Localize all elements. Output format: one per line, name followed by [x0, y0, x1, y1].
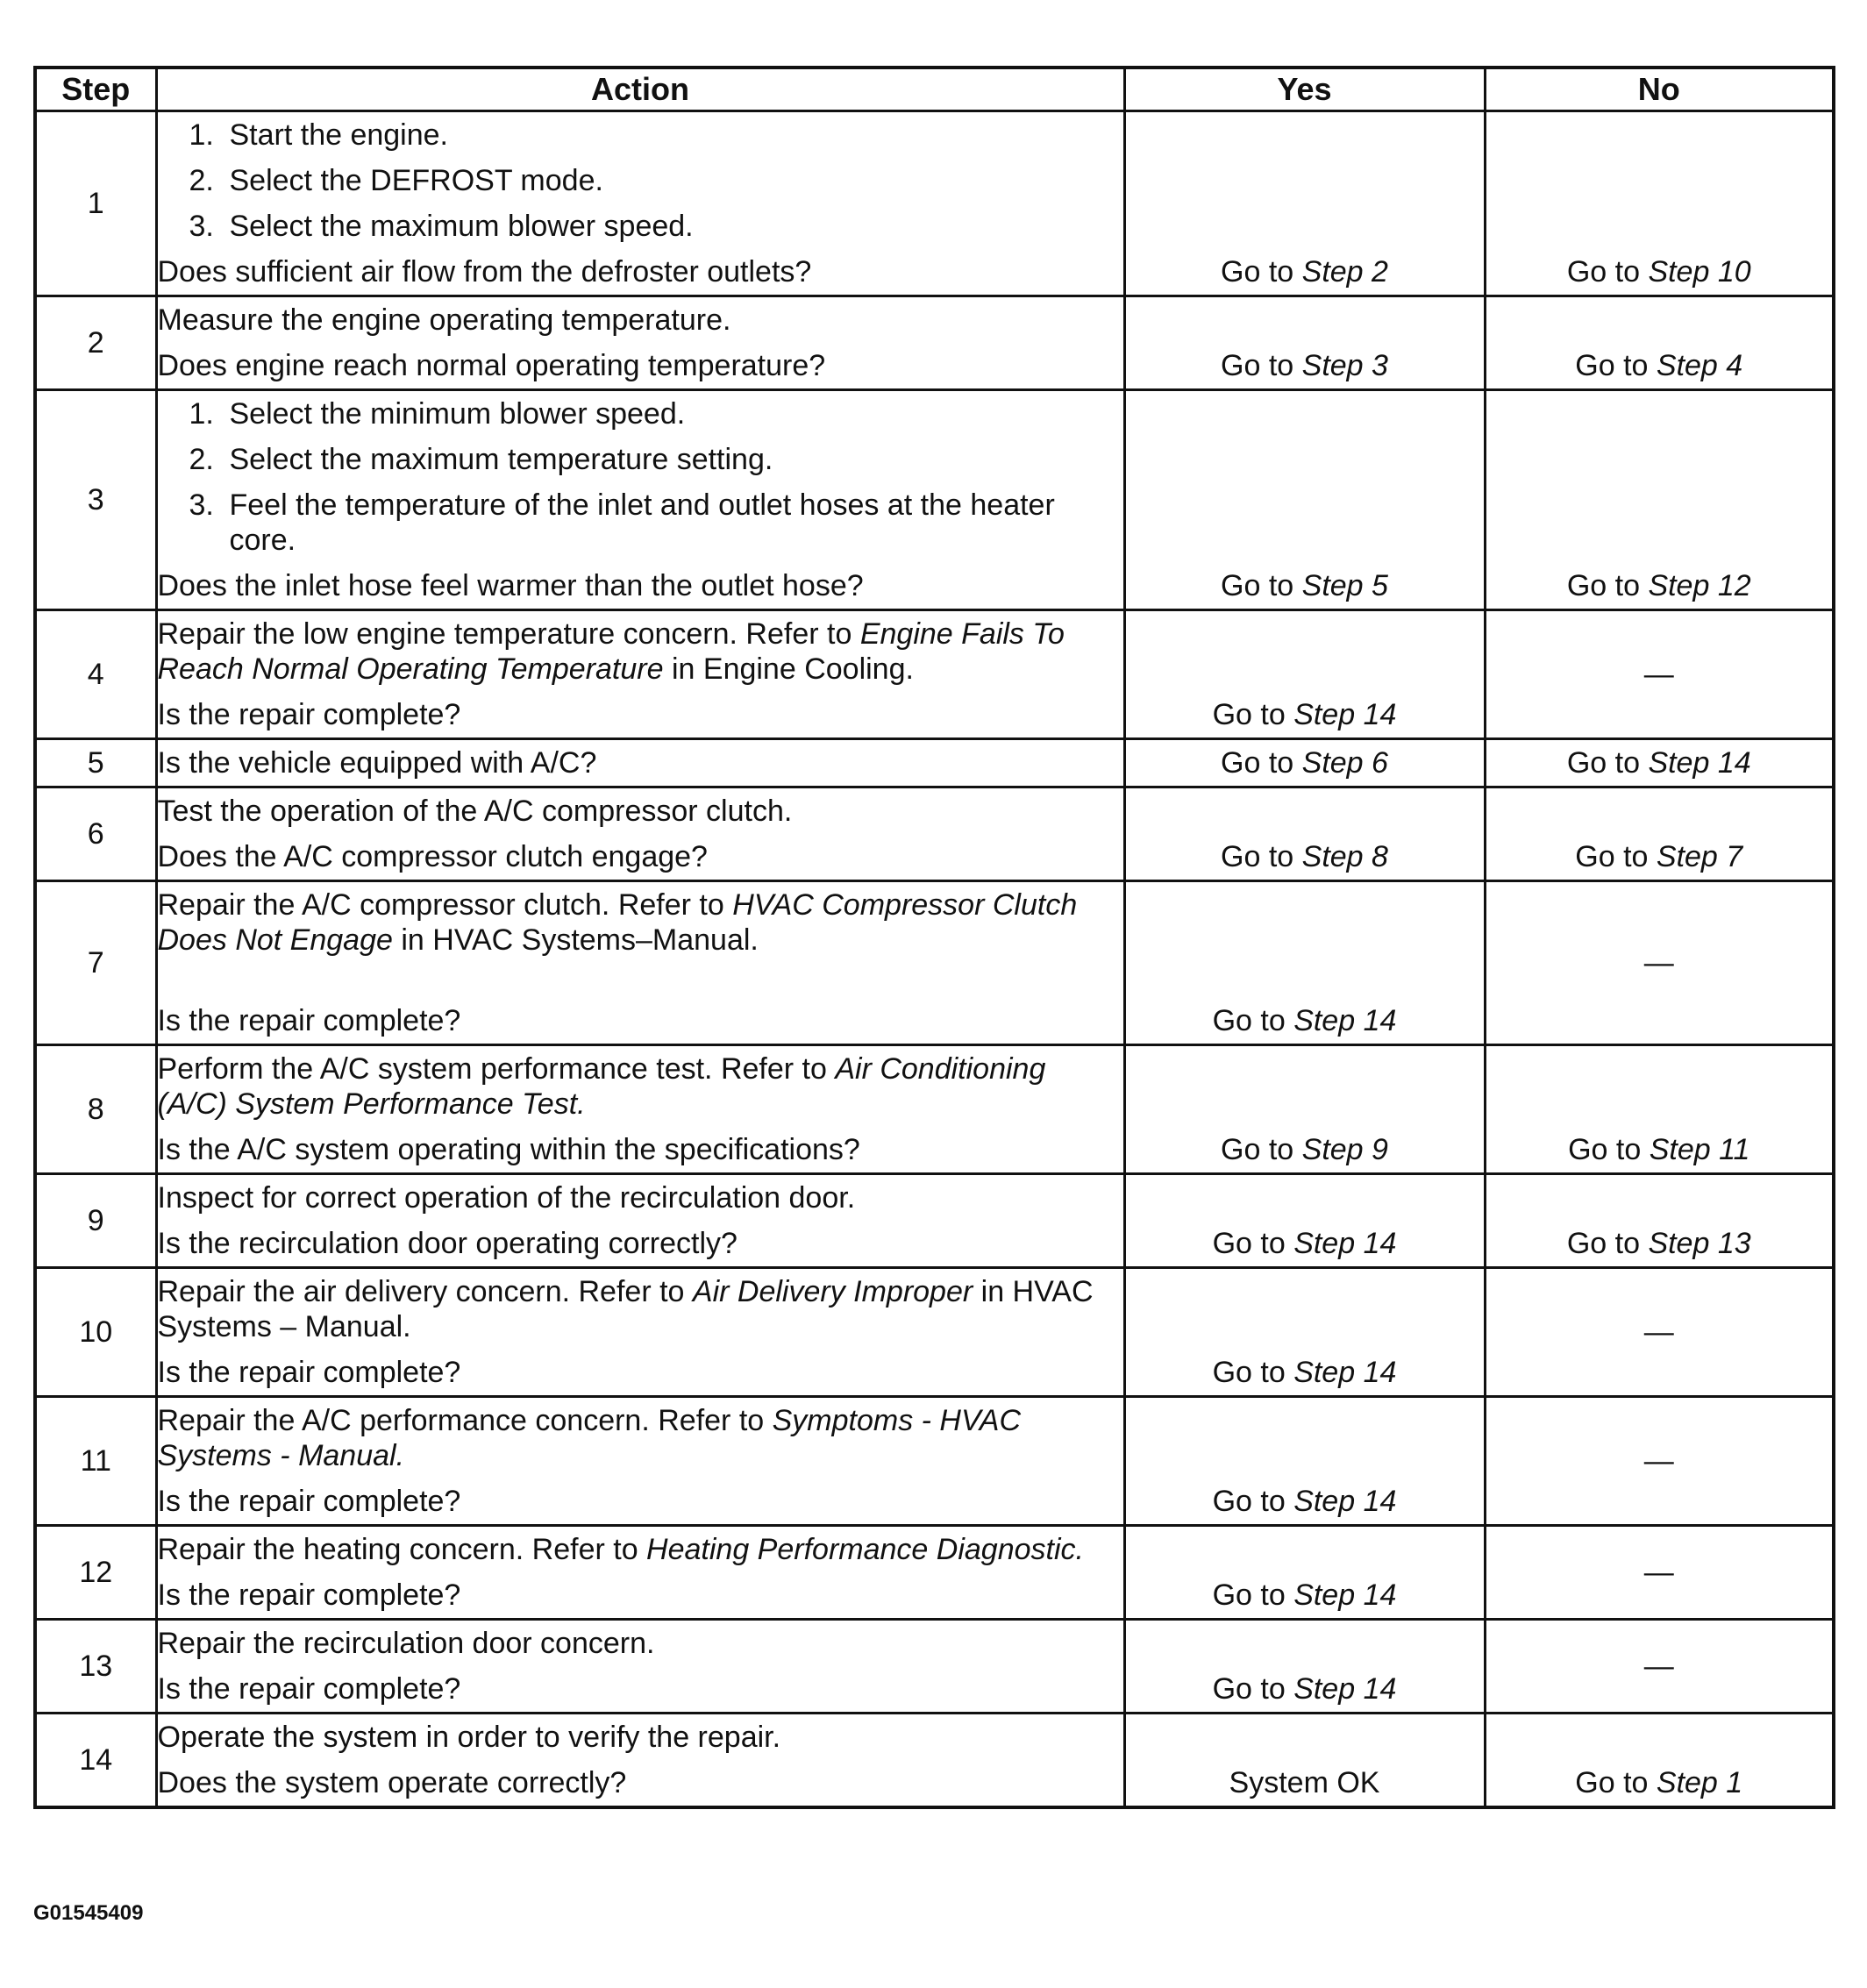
action-cell — [156, 390, 1124, 610]
action-question: Is the recirculation door operating correctly? — [157, 1227, 738, 1260]
table-row — [35, 610, 1834, 739]
header-no: No — [1485, 68, 1834, 111]
table-row — [35, 881, 1834, 1045]
yes-step-link: Step 14 — [1293, 1356, 1397, 1389]
yes-cell: Go to Step 3 — [1124, 296, 1485, 390]
action-question: Is the repair complete? — [157, 1578, 461, 1612]
action-question: Is the repair complete? — [157, 1356, 461, 1389]
action-cell — [156, 1714, 1124, 1808]
action-list-item: 2. Select the maximum temperature setting. — [189, 443, 773, 476]
no-cell: Go to Step 7 — [1485, 787, 1834, 881]
table-row — [35, 1714, 1834, 1808]
table-row — [35, 1268, 1834, 1397]
table-header-row — [35, 68, 1834, 111]
header-yes: Yes — [1124, 68, 1485, 111]
table-row — [35, 1397, 1834, 1526]
action-cell — [156, 739, 1124, 787]
table-row — [35, 390, 1834, 610]
action-cell — [156, 1526, 1124, 1620]
no-cell: Go to Step 13 — [1485, 1174, 1834, 1268]
table-row — [35, 1526, 1834, 1620]
diagnostic-table — [33, 66, 1835, 1809]
step-number: 11 — [35, 1397, 156, 1526]
no-step-link: Step 13 — [1648, 1227, 1751, 1260]
action-cell — [156, 1045, 1124, 1174]
yes-step-link: Step 2 — [1301, 255, 1388, 289]
table-row — [35, 1174, 1834, 1268]
no-cell: Go to Step 14 — [1485, 739, 1834, 787]
no-step-link: Step 12 — [1648, 569, 1751, 602]
action-list-item: 1. Select the minimum blower speed. — [189, 397, 686, 431]
no-cell: Go to Step 11 — [1485, 1045, 1834, 1174]
action-text: Repair the A/C performance concern. Refer to Symptoms - HVAC Systems - Manual. — [157, 1404, 1022, 1472]
step-number: 14 — [35, 1714, 156, 1808]
action-text: Repair the A/C compressor clutch. Refer to HVAC Compressor Clutch Does Not Engage in HVAC Systems–Manual. — [157, 888, 1078, 957]
action-cell — [156, 610, 1124, 739]
no-cell: Go to Step 12 — [1485, 390, 1834, 610]
action-question: Is the A/C system operating within the specifications? — [157, 1133, 860, 1166]
action-text: Measure the engine operating temperature. — [157, 303, 731, 337]
yes-cell: Go to Step 2 — [1124, 111, 1485, 296]
no-step-link: Step 1 — [1656, 1766, 1743, 1799]
no-step-link: Step 11 — [1649, 1133, 1750, 1166]
table-row — [35, 1045, 1834, 1174]
action-cell — [156, 1620, 1124, 1714]
action-cell — [156, 1397, 1124, 1526]
no-step-link: Step 10 — [1648, 255, 1751, 289]
no-cell: — — [1485, 1268, 1834, 1397]
step-number: 2 — [35, 296, 156, 390]
yes-cell: Go to Step 14 — [1124, 610, 1485, 739]
reference-link: Engine Fails To Reach Normal Operating Temperature — [157, 617, 1065, 686]
reference-link: Air Delivery Improper — [692, 1275, 973, 1308]
yes-step-link: Step 14 — [1293, 1672, 1397, 1706]
action-question: Does engine reach normal operating temperature? — [157, 349, 826, 382]
table-row — [35, 296, 1834, 390]
no-cell: — — [1485, 1526, 1834, 1620]
no-step-link: Step 4 — [1656, 349, 1743, 382]
yes-step-link: Step 14 — [1293, 698, 1397, 731]
action-question: Is the repair complete? — [157, 698, 461, 731]
action-question: Does the A/C compressor clutch engage? — [157, 840, 708, 873]
action-list-item: 3. Feel the temperature of the inlet and outlet hoses at the heater core. — [189, 488, 1055, 557]
yes-step-link: Step 14 — [1293, 1004, 1397, 1037]
yes-cell: Go to Step 14 — [1124, 1620, 1485, 1714]
reference-link: Heating Performance Diagnostic. — [646, 1533, 1084, 1566]
step-number: 4 — [35, 610, 156, 739]
action-cell — [156, 787, 1124, 881]
action-question: Is the vehicle equipped with A/C? — [157, 746, 597, 780]
step-number: 6 — [35, 787, 156, 881]
yes-cell: Go to Step 5 — [1124, 390, 1485, 610]
action-cell — [156, 1268, 1124, 1397]
yes-step-link: Step 14 — [1293, 1578, 1397, 1612]
step-number: 7 — [35, 881, 156, 1045]
action-text: Test the operation of the A/C compressor clutch. — [157, 794, 793, 828]
step-number: 13 — [35, 1620, 156, 1714]
action-text: Repair the heating concern. Refer to Heating Performance Diagnostic. — [157, 1533, 1084, 1566]
action-text: Operate the system in order to verify the repair. — [157, 1721, 781, 1754]
no-cell: — — [1485, 1397, 1834, 1526]
no-cell: — — [1485, 1620, 1834, 1714]
action-list-item: 1. Start the engine. — [189, 118, 449, 152]
action-cell — [156, 296, 1124, 390]
yes-cell: Go to Step 9 — [1124, 1045, 1485, 1174]
yes-step-link: Step 14 — [1293, 1227, 1397, 1260]
yes-cell: Go to Step 14 — [1124, 1397, 1485, 1526]
action-question: Is the repair complete? — [157, 1485, 461, 1518]
step-number: 10 — [35, 1268, 156, 1397]
step-number: 8 — [35, 1045, 156, 1174]
yes-step-link: Step 8 — [1301, 840, 1388, 873]
yes-step-link: Step 9 — [1301, 1133, 1388, 1166]
yes-cell: Go to Step 14 — [1124, 1268, 1485, 1397]
action-question: Does the system operate correctly? — [157, 1766, 627, 1799]
no-step-link: Step 14 — [1648, 746, 1751, 780]
table-row — [35, 739, 1834, 787]
yes-step-link: Step 6 — [1301, 746, 1388, 780]
no-cell: — — [1485, 610, 1834, 739]
table-row — [35, 1620, 1834, 1714]
action-cell — [156, 1174, 1124, 1268]
action-cell — [156, 881, 1124, 1045]
action-question: Is the repair complete? — [157, 1672, 461, 1706]
yes-cell: Go to Step 6 — [1124, 739, 1485, 787]
no-cell: Go to Step 1 — [1485, 1714, 1834, 1808]
no-cell: — — [1485, 881, 1834, 1045]
yes-cell: Go to Step 14 — [1124, 881, 1485, 1045]
table-row — [35, 111, 1834, 296]
step-number: 5 — [35, 739, 156, 787]
reference-link: HVAC Compressor Clutch Does Not Engage — [157, 888, 1078, 957]
action-question: Does the inlet hose feel warmer than the outlet hose? — [157, 569, 864, 602]
action-list-item: 2. Select the DEFROST mode. — [189, 164, 603, 197]
action-cell — [156, 111, 1124, 296]
yes-cell: Go to Step 14 — [1124, 1174, 1485, 1268]
figure-id: G01545409 — [33, 1901, 144, 1925]
step-number: 9 — [35, 1174, 156, 1268]
step-number: 3 — [35, 390, 156, 610]
action-text: Repair the low engine temperature concern. Refer to Engine Fails To Reach Normal Operating Temperature in Engine Cooling. — [157, 617, 1065, 686]
yes-cell: Go to Step 14 — [1124, 1526, 1485, 1620]
yes-cell: Go to Step 8 — [1124, 787, 1485, 881]
action-question: Is the repair complete? — [157, 1004, 461, 1037]
yes-step-link: Step 5 — [1301, 569, 1388, 602]
action-text: Repair the recirculation door concern. — [157, 1627, 655, 1660]
step-number: 1 — [35, 111, 156, 296]
yes-step-link: Step 3 — [1301, 349, 1388, 382]
action-text: Repair the air delivery concern. Refer to Air Delivery Improper in HVAC Systems – Manual. — [157, 1275, 1094, 1343]
action-question: Does sufficient air flow from the defroster outlets? — [157, 255, 812, 289]
action-text: Inspect for correct operation of the recirculation door. — [157, 1181, 856, 1215]
table-row — [35, 787, 1834, 881]
yes-cell: System OK — [1124, 1714, 1485, 1808]
no-cell: Go to Step 4 — [1485, 296, 1834, 390]
reference-link: Symptoms - HVAC Systems - Manual. — [157, 1404, 1022, 1472]
reference-link: Air Conditioning (A/C) System Performance Test. — [157, 1052, 1046, 1121]
yes-step-link: Step 14 — [1293, 1485, 1397, 1518]
no-step-link: Step 7 — [1656, 840, 1743, 873]
header-action: Action — [156, 68, 1124, 111]
step-number: 12 — [35, 1526, 156, 1620]
no-cell: Go to Step 10 — [1485, 111, 1834, 296]
action-text: Perform the A/C system performance test. Refer to Air Conditioning (A/C) System Performance Test. — [157, 1052, 1046, 1121]
header-step: Step — [35, 68, 156, 111]
action-list-item: 3. Select the maximum blower speed. — [189, 210, 694, 243]
